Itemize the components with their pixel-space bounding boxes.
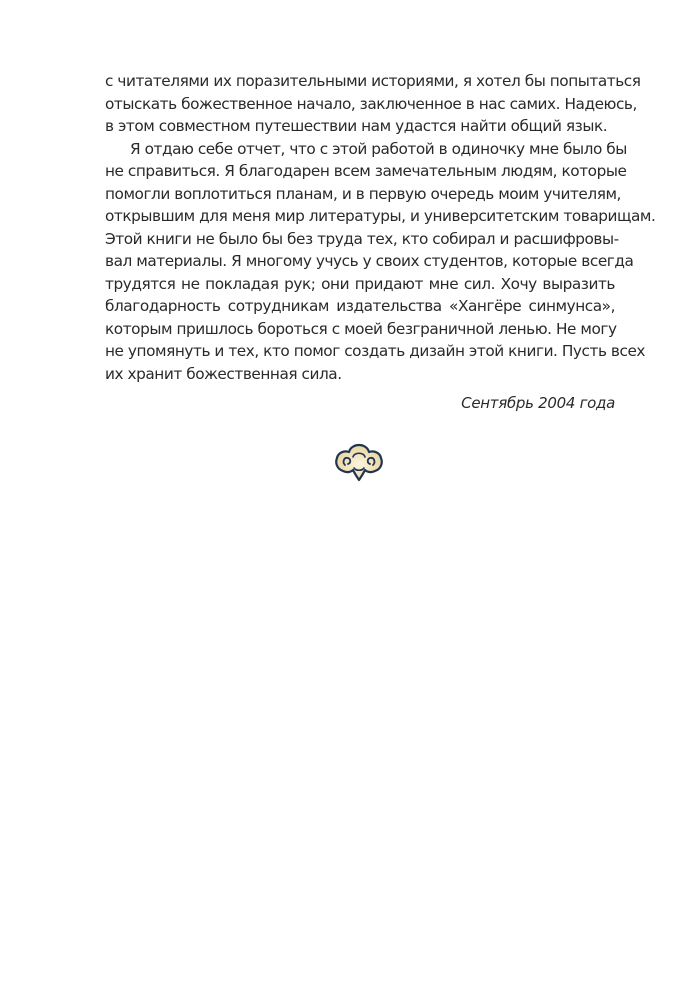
text-line: не справиться. Я благодарен всем замечательным людям, которые <box>105 162 627 180</box>
body-text <box>105 70 656 385</box>
cloud-ornament-icon <box>333 441 385 483</box>
text-line: не упомянуть и тех, кто помог создать дизайн этой книги. Пусть всех <box>105 342 646 360</box>
text-line: трудятся не покладая рук; они придают мне сил. Хочу выразить <box>105 274 615 293</box>
text-line: вал материалы. Я многому учусь у своих студентов, которые всегда <box>105 252 634 270</box>
text-line: помогли воплотиться планам, и в первую очередь моим учителям, <box>105 184 621 203</box>
text-line: с читателями их поразительными историями, я хотел бы попытаться <box>105 72 641 90</box>
text-line: которым пришлось бороться с моей безграничной ленью. Не могу <box>105 319 617 338</box>
text-line: открывшим для меня мир литературы, и университетским товарищам. <box>105 207 656 225</box>
text-line: Этой книги не было бы без труда тех, кто собирал и расшифровы- <box>105 229 619 248</box>
text-line: их хранит божественная сила. <box>105 364 342 383</box>
text-line: Я отдаю себе отчет, что с этой работой в одиночку мне было бы <box>130 139 627 158</box>
date-signature: Сентябрь 2004 года <box>461 394 615 412</box>
text-line: благодарность сотрудникам издательства «Хангёре синмунса», <box>105 297 615 315</box>
text-line: отыскать божественное начало, заключенное в нас самих. Надеюсь, <box>105 94 637 113</box>
text-line: в этом совместном путешествии нам удастся найти общий язык. <box>105 117 608 135</box>
